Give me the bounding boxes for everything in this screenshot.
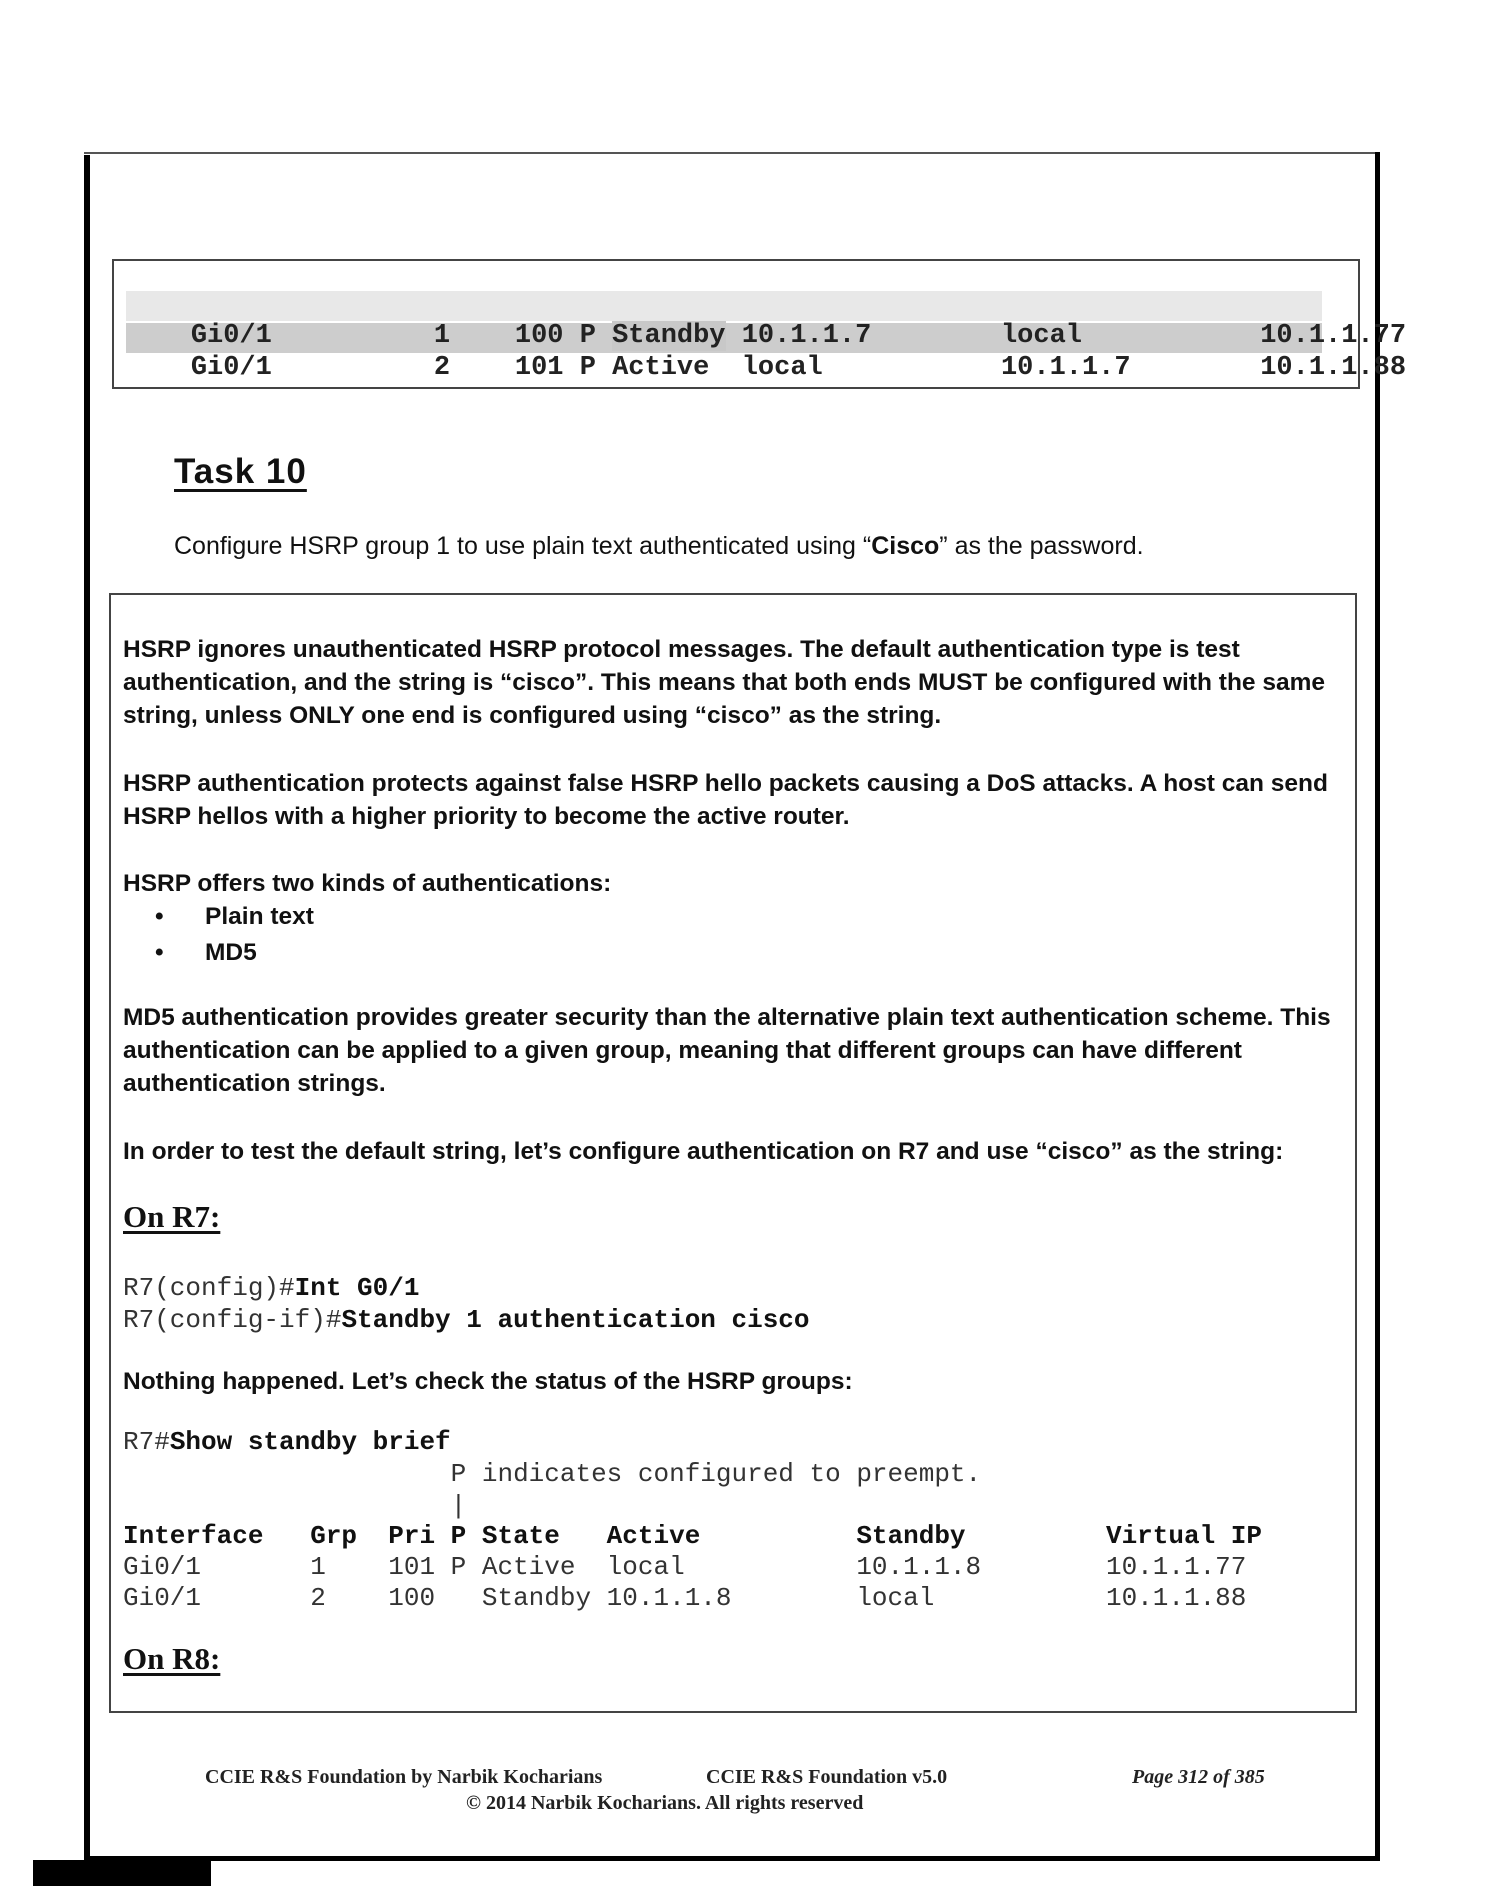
solution-box — [109, 593, 1357, 1713]
list-item — [155, 903, 314, 931]
paragraph-test-default: In order to test the default string, let’s configure authentication on R7 and use “cisco” as the string: — [123, 1138, 1284, 1165]
cell-active: 10.1.1.7 — [741, 321, 872, 351]
paragraph-nothing-happened: Nothing happened. Let’s check the status of the HSRP groups: — [123, 1368, 853, 1395]
cli-command: Int G0/1 — [294, 1273, 420, 1303]
paragraph-auth-kinds: HSRP offers two kinds of authentications: — [123, 870, 612, 897]
page-border-bottom — [84, 1856, 1380, 1861]
bullet-icon: • — [155, 903, 164, 930]
cli-command: Show standby brief — [169, 1427, 451, 1457]
list-item — [155, 939, 257, 967]
task-desc-password: Cisco — [871, 532, 940, 560]
cell-p: P — [579, 321, 596, 351]
cli-prompt: R7(config-if)# — [123, 1305, 342, 1335]
cell-standby: local — [1000, 321, 1082, 351]
page-border-left — [84, 155, 90, 1863]
cell-grp: 1 — [433, 321, 451, 351]
cell-state: Active — [612, 353, 710, 383]
page-border-top — [84, 152, 1380, 154]
paragraph-default-auth: HSRP ignores unauthenticated HSRP protocol messages. The default authentication type is test authentication, and the string is “cisco”. This means that both ends MUST be configured with the same string, unless ONLY one end is configured using “cisco” as the string. — [123, 636, 1326, 729]
preempt-note: P indicates configured to preempt. — [123, 1459, 982, 1489]
task-desc-text: Configure HSRP group 1 to use plain text authenticated using “ — [174, 532, 872, 560]
cli-prompt: R7# — [123, 1427, 170, 1457]
footer-version: CCIE R&S Foundation v5.0 — [706, 1766, 948, 1788]
section-heading-r7: On R7: — [123, 1199, 221, 1234]
page-number: Page 312 of 385 — [1132, 1766, 1265, 1788]
cell-virtual-ip: 10.1.1.88 — [1260, 353, 1407, 383]
task-desc-text-end: ” as the password. — [939, 532, 1144, 560]
table-row: Gi0/1 2 100 Standby 10.1.1.8 local 10.1.1.88 — [123, 1583, 1247, 1613]
cli-line — [123, 1273, 419, 1303]
cell-pri: 100 — [514, 321, 564, 351]
cell-interface: Gi0/1 — [190, 321, 272, 351]
cli-line — [123, 1305, 810, 1335]
footer-book-title: CCIE R&S Foundation by Narbik Kocharians — [205, 1766, 603, 1788]
bullet-icon: • — [155, 939, 164, 966]
table-row: Gi0/1 1 101 P Active local 10.1.1.8 10.1.1.77 — [123, 1552, 1247, 1582]
task-title: Task 10 — [174, 452, 307, 491]
cell-interface: Gi0/1 — [190, 353, 272, 383]
cell-p: P — [579, 353, 596, 383]
scan-artifact-block — [33, 1860, 211, 1886]
cli-line — [123, 1427, 451, 1457]
previous-output-box — [112, 259, 1407, 389]
cell-active: local — [741, 353, 823, 383]
section-heading-r8: On R8: — [123, 1641, 221, 1676]
preempt-indicator: | — [123, 1491, 467, 1521]
output-row — [126, 323, 1406, 413]
paragraph-md5: MD5 authentication provides greater security than the alternative plain text authentication scheme. This authentication can be applied to a given group, meaning that different groups can have different authentication strings. — [123, 1004, 1331, 1097]
cell-standby: 10.1.1.7 — [1000, 353, 1131, 383]
cell-state: Standby — [612, 321, 726, 351]
paragraph-auth-protection: HSRP authentication protects against false HSRP hello packets causing a DoS attacks. A host can send HSRP hellos with a higher priority to become the active router. — [123, 770, 1328, 830]
task-description — [174, 532, 1144, 561]
cli-prompt: R7(config)# — [123, 1273, 295, 1303]
table-header: Interface Grp Pri P State Active Standby Virtual IP — [123, 1521, 1262, 1551]
cli-command: Standby 1 authentication cisco — [341, 1305, 810, 1335]
cell-grp: 2 — [433, 353, 451, 383]
cell-virtual-ip: 10.1.1.77 — [1260, 321, 1407, 351]
list-item-label: Plain text — [205, 903, 314, 930]
cell-pri: 101 — [514, 353, 564, 383]
footer-copyright: © 2014 Narbik Kocharians. All rights reserved — [466, 1792, 864, 1814]
list-item-label: MD5 — [205, 939, 257, 966]
